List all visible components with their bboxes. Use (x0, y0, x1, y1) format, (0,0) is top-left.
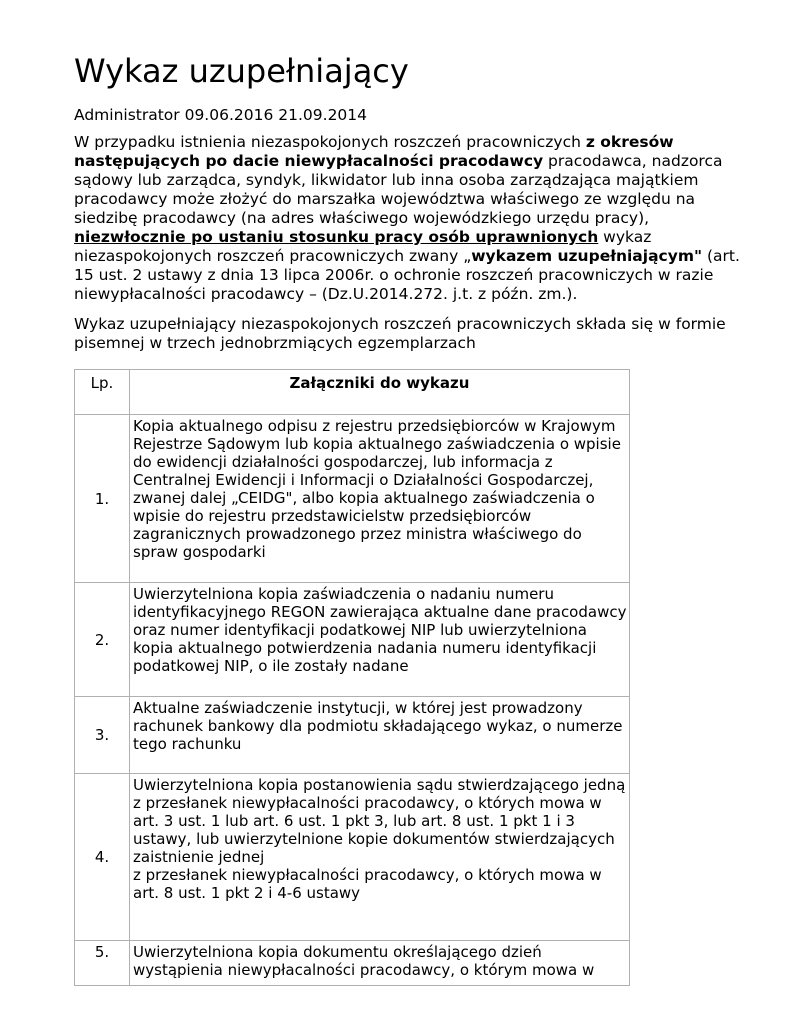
intro-underlined-deadline: niezwłocznie po ustaniu stosunku pracy osób uprawnionych (74, 228, 599, 246)
author-date-line: Administrator 09.06.2016 21.09.2014 (74, 106, 368, 124)
table-row (75, 941, 630, 986)
row-text: Kopia aktualnego odpisu z rejestru przedsiębiorców w Krajowym Rejestrze Sądowym lub kopia aktualnego zaświadczenia o wpisie do ewidencji działalności gospodarczej, lub informacja z Centralnej Ewidencji i Informacji o Działalności Gospodarczej, zwanej dalej „CEIDG", albo kopia aktualnego zaświadczenia o wpisie do rejestru przedstawicielstw przedsiębiorców zagranicznych prowadzonego przez ministra właściwego do spraw gospodarki (130, 415, 630, 583)
intro-bold-periods: z okresów następujących po dacie niewypłacalności pracodawcy (74, 133, 674, 170)
header-lp: Lp. (75, 370, 130, 415)
intro-bold-term: wykazem uzupełniającym" (471, 247, 703, 265)
intro-text-3: wykaz niezaspokojonych roszczeń pracowniczych zwany „ (74, 228, 652, 265)
attachments-table (74, 369, 630, 986)
intro-text-2: pracodawca, nadzorca sądowy lub zarządca, syndyk, likwidator lub inna osoba zarządzająca majątkiem pracodawcy może złożyć do marszałka województwa właściwego ze względu na siedzibę pracodawcy (na adres właściwego wojewódzkiego urzędu pracy), (74, 152, 723, 227)
row-text-line: Uwierzytelniona kopia postanowienia sądu stwierdzającego jedną (133, 776, 626, 794)
row-text-cell (130, 941, 630, 986)
header-attachments: Załączniki do wykazu (130, 370, 630, 415)
table-header-row (75, 370, 630, 415)
form-paragraph-text: Wykaz uzupełniający niezaspokojonych roszczeń pracowniczych składa się w formie pisemnej w trzech jednobrzmiących egzemplarzach (74, 315, 726, 352)
row-text: Uwierzytelniona kopia zaświadczenia o nadaniu numeru identyfikacyjnego REGON zawierająca aktualne dane pracodawcy oraz numer identyfikacji podatkowej NIP lub uwierzytelniona kopia aktualnego potwierdzenia nadania numeru identyfikacji podatkowej NIP, o ile zostały nadane (130, 583, 630, 697)
row-text: Uwierzytelniona kopia dokumentu określającego dzień wystąpienia niewypłacalności pracodawcy, o którym mowa w (133, 943, 595, 979)
row-text-line: z przesłanek niewypłacalności pracodawcy, o których mowa w art. 8 ust. 1 pkt 2 i 4-6 ustawy (133, 866, 602, 902)
row-number: 5. (75, 941, 130, 986)
row-text (130, 774, 630, 941)
intro-text-1: W przypadku istnienia niezaspokojonych roszczeń pracowniczych (74, 133, 586, 151)
table-row (75, 774, 630, 941)
table-row (75, 697, 630, 774)
row-text: Aktualne zaświadczenie instytucji, w której jest prowadzony rachunek bankowy dla podmiotu składającego wykaz, o numerze tego rachunku (130, 697, 630, 774)
page-title: Wykaz uzupełniający (74, 52, 409, 90)
row-number: 3. (75, 697, 130, 774)
table-row (75, 415, 630, 583)
table-row (75, 583, 630, 697)
row-number: 4. (75, 774, 130, 941)
row-number: 2. (75, 583, 130, 697)
intro-paragraph (74, 133, 754, 304)
row-text-line: z przesłanek niewypłacalności pracodawcy, o których mowa w art. 3 ust. 1 lub art. 6 ust. 1 pkt 3, lub art. 8 ust. 1 pkt 1 i 3 ustawy, lub uwierzytelnione kopie dokumentów stwierdzających zaistnienie jednej (133, 794, 615, 866)
form-paragraph (74, 315, 754, 353)
intro-text-4: (art. 15 ust. 2 ustawy z dnia 13 lipca 2006r. o ochronie roszczeń pracowniczych w razie niewypłacalności pracodawcy – (Dz.U.2014.272. j.t. z późn. zm.). (74, 247, 740, 303)
row-number: 1. (75, 415, 130, 583)
